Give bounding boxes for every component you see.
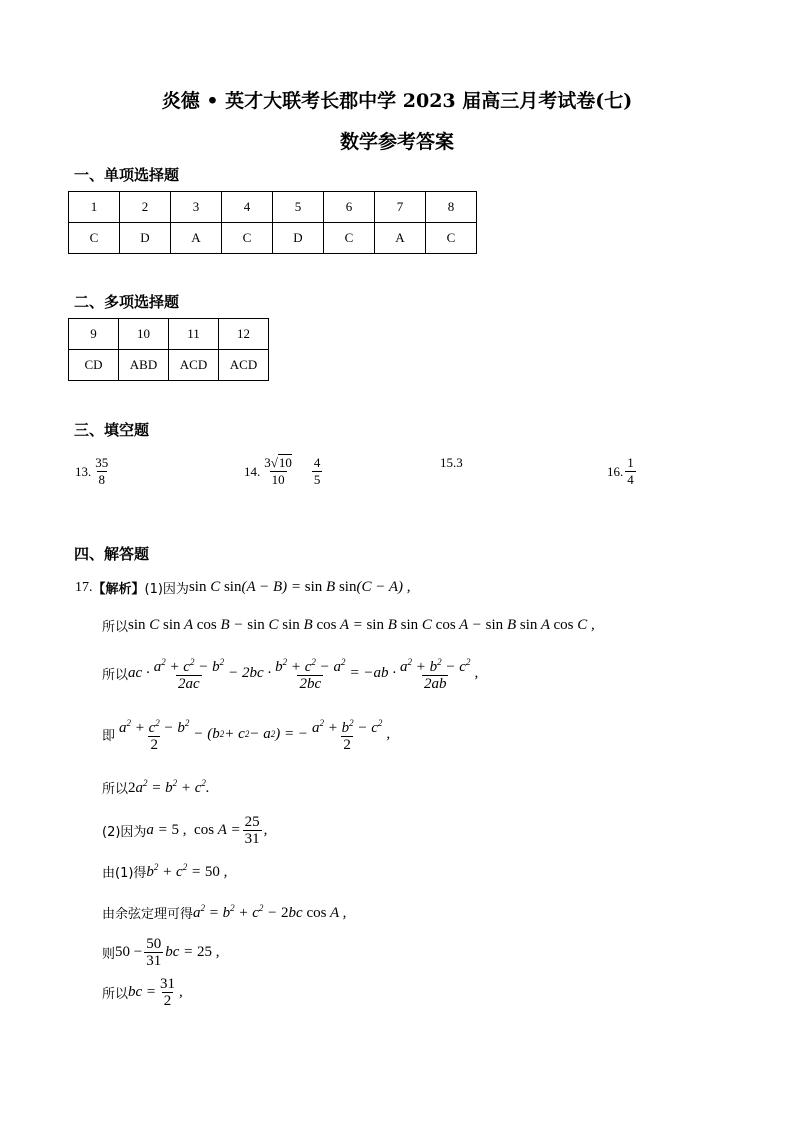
table-cell: 11 — [169, 319, 219, 350]
line-text: 所以 — [102, 620, 129, 635]
numerator: 35 — [95, 455, 109, 470]
radicand: 10 — [278, 455, 292, 470]
table-cell: 8 — [426, 192, 477, 223]
formula: sin C sin(A − B) = sin B sin(C − A) , — [188, 579, 411, 595]
table-cell: 9 — [69, 319, 119, 350]
table-cell: 5 — [273, 192, 324, 223]
answer-q14 — [244, 455, 324, 488]
table-cell: 7 — [375, 192, 426, 223]
formula: a = 5 , cos A = $\frac{25}{31}$ , — [146, 814, 268, 847]
table-cell: A — [171, 223, 222, 254]
table-cell: C — [426, 223, 477, 254]
table-cell: C — [324, 223, 375, 254]
numerator: 4 — [313, 455, 321, 470]
fraction — [312, 455, 323, 488]
answer-value: 3 — [456, 455, 463, 470]
table-cell: 3 — [171, 192, 222, 223]
table-cell: 6 — [324, 192, 375, 223]
answer-q15 — [440, 455, 463, 471]
page-title: 炎德 • 英才大联考长郡中学 2023 届高三月考试卷(七) — [161, 90, 633, 112]
table-cell: 12 — [219, 319, 269, 350]
table-cell: A — [375, 223, 426, 254]
formula: $2a^2 = b^2 + c^2$. — [128, 778, 210, 796]
table-cell: 4 — [222, 192, 273, 223]
analysis-tag: 【解析】 — [92, 582, 145, 597]
question-number: 17. — [75, 579, 93, 595]
numerator: 1 — [627, 455, 634, 470]
answer-q13 — [75, 455, 112, 488]
section-heading-multi-choice: 二、多项选择题 — [74, 293, 180, 311]
table-cell: ABD — [119, 350, 169, 381]
solution-line — [102, 936, 220, 969]
table-cell: D — [120, 223, 171, 254]
solution-line — [102, 814, 267, 847]
coefficient: 3 — [264, 455, 271, 470]
line-text: 所以 — [102, 987, 129, 1002]
solution-line — [102, 654, 478, 692]
single-choice-answer-table — [68, 191, 477, 254]
multi-choice-answer-table — [68, 318, 269, 381]
table-cell: D — [273, 223, 324, 254]
question-number: 15. — [440, 455, 457, 470]
table-cell: ACD — [219, 350, 269, 381]
question-number: 16. — [607, 463, 624, 479]
solution-line — [102, 616, 595, 635]
denominator: 8 — [98, 472, 105, 487]
formula: 50 − $\frac{50}{31}$ bc = 25 , — [115, 936, 220, 969]
section-heading-solutions: 四、解答题 — [74, 545, 150, 563]
formula: ac · $\frac{a^2 + c^2 - b^2}{2ac}$ − 2bc · $\frac{b^2 + c^2 - a^2}{2bc}$ = −ab · $\frac{a^2 + b^2 - c^2}{2ab}$ , — [128, 657, 479, 692]
line-text: 所以 — [102, 667, 129, 683]
fraction — [625, 455, 636, 488]
formula: $\frac{a^2 + c^2 - b^2}{2}$ − (b 2 + c 2 − a 2 ) = − $\frac{a^2 + b^2 - c^2}{2}$ , — [119, 718, 391, 753]
table-row-numbers — [69, 319, 269, 350]
table-cell: 1 — [69, 192, 120, 223]
page-subtitle: 数学参考答案 — [339, 131, 454, 153]
line-text: 由余弦定理可得 — [102, 907, 194, 922]
solution-line — [75, 578, 411, 597]
denominator: 4 — [627, 472, 634, 487]
line-text: 则 — [102, 947, 116, 962]
solution-line — [102, 715, 390, 753]
denominator: 5 — [313, 472, 321, 487]
question-number: 14. — [244, 463, 261, 479]
table-cell: 2 — [120, 192, 171, 223]
formula: bc = $\frac{31}{2}$ , — [128, 976, 183, 1009]
line-text: 即 — [102, 728, 116, 744]
table-row-numbers — [69, 192, 477, 223]
line-text: (2)因为 — [102, 825, 147, 840]
solution-line — [102, 778, 210, 797]
formula: $b^2 + c^2 = 50$ , — [146, 862, 228, 880]
answer-q16 — [607, 455, 638, 488]
fraction — [93, 455, 110, 488]
solution-line — [102, 903, 346, 922]
line-text: 所以 — [102, 782, 129, 797]
section-heading-fill-in: 三、填空题 — [74, 421, 150, 439]
section-heading-single-choice: 一、单项选择题 — [74, 166, 180, 184]
solution-line — [102, 862, 227, 881]
line-text: (1)因为 — [144, 582, 189, 597]
table-row-answers — [69, 350, 269, 381]
table-cell: CD — [69, 350, 119, 381]
formula: sin C sin A cos B − sin C sin B cos A = sin B sin C cos A − sin B sin A cos C , — [128, 617, 595, 633]
table-cell: 10 — [119, 319, 169, 350]
formula: $a^2 = b^2 + c^2 - 2bc$ cos A , — [193, 903, 347, 921]
table-row-answers — [69, 223, 477, 254]
line-text: 由(1)得 — [102, 866, 147, 881]
denominator: 10 — [271, 472, 285, 487]
question-number: 13. — [75, 463, 92, 479]
table-cell: C — [69, 223, 120, 254]
table-cell: C — [222, 223, 273, 254]
fraction: $\frac{3√10}{10}$ — [264, 455, 292, 487]
solution-line — [102, 976, 183, 1009]
table-cell: ACD — [169, 350, 219, 381]
